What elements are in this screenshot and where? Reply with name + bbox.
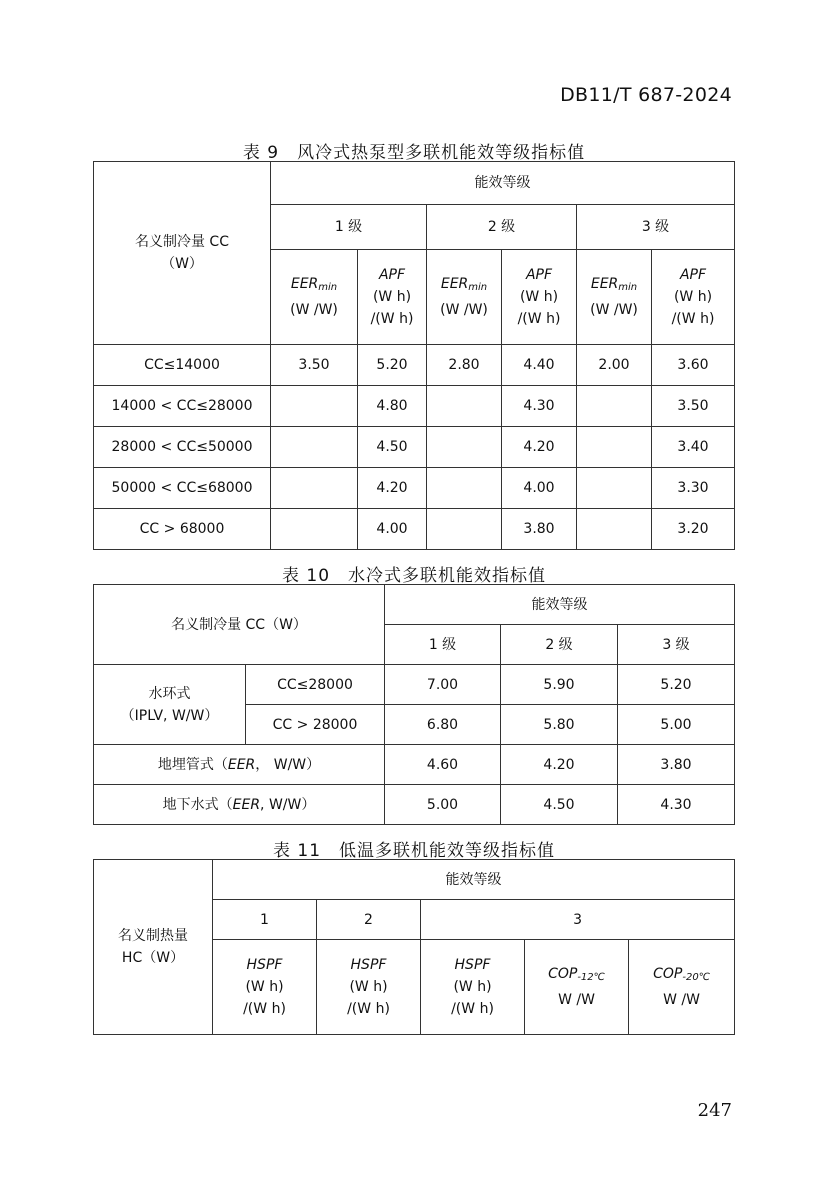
hspf-unit-line2: /(W h) <box>243 1001 286 1017</box>
eer-subscript: min <box>468 282 488 293</box>
table-row <box>94 509 735 550</box>
apf-label: APF <box>378 267 406 283</box>
t9-cell: 4.80 <box>358 386 427 427</box>
eer-label: EER <box>290 276 319 292</box>
t9-cell: 3.30 <box>652 468 735 509</box>
underground-eer: EER <box>232 796 261 813</box>
t10-cell: 4.60 <box>385 745 501 785</box>
t11-row-header-line1: 名义制热量 <box>118 928 188 944</box>
t9-eer-header-3 <box>577 250 652 345</box>
t9-cell <box>271 468 358 509</box>
apf-unit-line1: (W h) <box>673 289 713 305</box>
table-row <box>94 468 735 509</box>
t9-range: 28000 < CC≤50000 <box>94 427 271 468</box>
t9-cell: 2.00 <box>577 345 652 386</box>
hspf-unit-line1: (W h) <box>453 979 492 995</box>
t11-grade-1: 1 <box>213 900 317 940</box>
t9-group-header: 能效等级 <box>271 162 735 205</box>
table-10-caption: 表 10 水冷式多联机能效指标值 <box>281 566 547 586</box>
hspf-unit-line1: (W h) <box>349 979 388 995</box>
t9-row-header-line1: 名义制冷量 CC <box>134 234 229 250</box>
cop20-subscript: -20℃ <box>682 972 710 983</box>
hspf-label: HSPF <box>246 957 283 973</box>
apf-unit-line1: (W h) <box>372 289 412 305</box>
t9-apf-header-3 <box>652 250 735 345</box>
t9-eer-header-1 <box>271 250 358 345</box>
cop-unit: W /W <box>663 992 700 1008</box>
t9-cell: 2.80 <box>427 345 502 386</box>
hspf-label: HSPF <box>350 957 387 973</box>
t11-grade-3: 3 <box>421 900 735 940</box>
t10-ground-label <box>94 745 385 785</box>
t10-underground-label <box>94 785 385 825</box>
t10-cell: 5.80 <box>501 705 618 745</box>
document-code: DB11/T 687-2024 <box>560 84 732 106</box>
t9-cell: 5.20 <box>358 345 427 386</box>
t11-row-header-line2: HC（W） <box>121 950 185 966</box>
apf-label: APF <box>525 267 553 283</box>
table-row <box>94 345 735 386</box>
hspf-unit-line2: /(W h) <box>347 1001 390 1017</box>
underground-pre: 地下水式（ <box>162 796 233 813</box>
t10-range: CC > 28000 <box>246 705 385 745</box>
table-9 <box>93 161 735 550</box>
t9-cell: 3.20 <box>652 509 735 550</box>
table-row <box>94 386 735 427</box>
t11-grade-2: 2 <box>317 900 421 940</box>
t9-range: 14000 < CC≤28000 <box>94 386 271 427</box>
apf-unit-line2: /(W h) <box>517 311 561 327</box>
hspf-label: HSPF <box>454 957 491 973</box>
t10-cell: 7.00 <box>385 665 501 705</box>
apf-unit-line2: /(W h) <box>671 311 715 327</box>
table-9-caption: 表 9 风冷式热泵型多联机能效等级指标值 <box>242 143 586 163</box>
hspf-unit-line1: (W h) <box>245 979 284 995</box>
t9-row-header <box>94 162 271 345</box>
t11-hspf-header-1 <box>213 940 317 1035</box>
cop12-subscript: -12℃ <box>577 972 605 983</box>
hspf-unit-line2: /(W h) <box>451 1001 494 1017</box>
t11-hspf-header-2 <box>317 940 421 1035</box>
t10-cell: 5.90 <box>501 665 618 705</box>
eer-label: EER <box>440 276 469 292</box>
t9-cell: 3.60 <box>652 345 735 386</box>
apf-unit-line1: (W h) <box>519 289 559 305</box>
t11-group-header: 能效等级 <box>213 860 735 900</box>
t9-row-header-line2: （W） <box>161 256 203 272</box>
t9-cell <box>271 427 358 468</box>
page-number: 247 <box>697 1100 732 1121</box>
t9-cell <box>427 427 502 468</box>
t9-range: CC≤14000 <box>94 345 271 386</box>
t10-cell: 5.00 <box>618 705 735 745</box>
t9-grade-2: 2 级 <box>427 205 577 250</box>
t9-range: 50000 < CC≤68000 <box>94 468 271 509</box>
t9-apf-header-1 <box>358 250 427 345</box>
t9-cell: 4.30 <box>502 386 577 427</box>
t10-group-header: 能效等级 <box>385 585 735 625</box>
table-row <box>94 427 735 468</box>
t9-cell <box>577 386 652 427</box>
t10-cell: 4.30 <box>618 785 735 825</box>
t9-cell <box>271 386 358 427</box>
t9-grade-1: 1 级 <box>271 205 427 250</box>
t9-cell: 3.50 <box>271 345 358 386</box>
cop-label: COP <box>548 966 578 982</box>
t11-hspf-header-3 <box>421 940 525 1035</box>
t10-cell: 3.80 <box>618 745 735 785</box>
t9-cell: 3.50 <box>652 386 735 427</box>
cop-unit: W /W <box>558 992 595 1008</box>
t9-cell <box>271 509 358 550</box>
t9-cell: 4.40 <box>502 345 577 386</box>
t10-cell: 4.50 <box>501 785 618 825</box>
t10-grade-1: 1 级 <box>385 625 501 665</box>
apf-label: APF <box>679 267 707 283</box>
t9-cell: 4.00 <box>502 468 577 509</box>
ground-eer: EER <box>227 756 256 773</box>
underground-post: , W/W） <box>260 796 316 813</box>
t9-apf-header-2 <box>502 250 577 345</box>
table-11-caption: 表 11 低温多联机能效等级指标值 <box>272 841 556 861</box>
t9-range: CC > 68000 <box>94 509 271 550</box>
t10-cell: 4.20 <box>501 745 618 785</box>
eer-unit: (W /W) <box>440 302 488 318</box>
table-10 <box>93 584 735 825</box>
table-row <box>94 785 735 825</box>
t9-cell <box>427 386 502 427</box>
t10-cell: 5.20 <box>618 665 735 705</box>
t10-water-loop-label <box>94 665 246 745</box>
t10-cell: 6.80 <box>385 705 501 745</box>
ground-post: ， W/W） <box>255 756 321 773</box>
water-loop-line1: 水环式 <box>148 685 191 702</box>
apf-unit-line2: /(W h) <box>370 311 414 327</box>
table-row <box>94 745 735 785</box>
t9-cell <box>577 427 652 468</box>
t9-cell <box>427 509 502 550</box>
t9-cell <box>577 468 652 509</box>
t9-cell: 4.20 <box>358 468 427 509</box>
t11-row-header <box>94 860 213 1035</box>
table-row <box>94 665 735 705</box>
t11-cop20-header <box>629 940 735 1035</box>
eer-unit: (W /W) <box>590 302 638 318</box>
t9-cell: 4.20 <box>502 427 577 468</box>
t10-row-header: 名义制冷量 CC（W） <box>94 585 385 665</box>
eer-label: EER <box>590 276 619 292</box>
t9-cell <box>577 509 652 550</box>
t9-cell: 4.50 <box>358 427 427 468</box>
t10-grade-3: 3 级 <box>618 625 735 665</box>
t9-cell: 3.40 <box>652 427 735 468</box>
t11-cop12-header <box>525 940 629 1035</box>
water-loop-line2: （IPLV, W/W） <box>120 707 219 724</box>
t9-eer-header-2 <box>427 250 502 345</box>
t10-grade-2: 2 级 <box>501 625 618 665</box>
cop-label: COP <box>653 966 683 982</box>
table-11 <box>93 859 735 1035</box>
t9-cell: 4.00 <box>358 509 427 550</box>
t10-cell: 5.00 <box>385 785 501 825</box>
eer-unit: (W /W) <box>290 302 338 318</box>
eer-subscript: min <box>618 282 638 293</box>
ground-pre: 地埋管式（ <box>157 756 228 773</box>
t9-grade-3: 3 级 <box>577 205 735 250</box>
t9-cell <box>427 468 502 509</box>
t10-range: CC≤28000 <box>246 665 385 705</box>
t9-cell: 3.80 <box>502 509 577 550</box>
eer-subscript: min <box>318 282 338 293</box>
